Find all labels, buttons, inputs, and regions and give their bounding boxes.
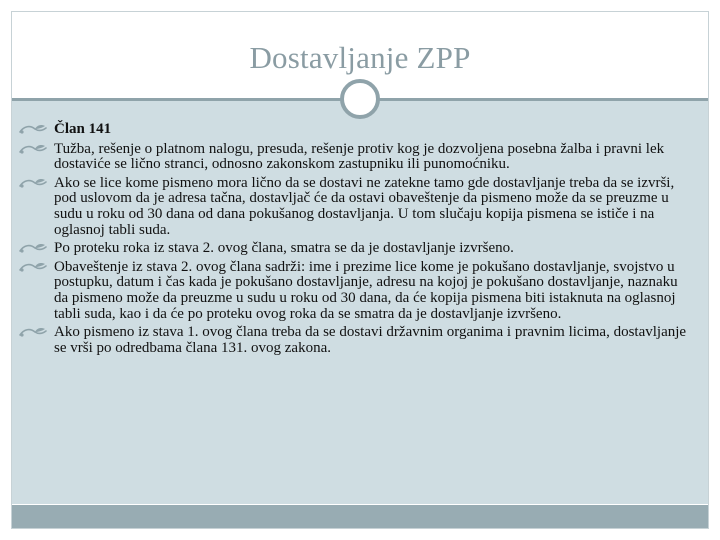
leaf-flourish-icon xyxy=(18,242,48,255)
bullet-heading xyxy=(18,122,690,138)
bullet-text: Tužba, rešenje o platnom nalogu, presuda, rešenje protiv kog je dozvoljena posebna žalba i pravni lek dostaviće se lično stranci, odnosno zakonskom zastupniku ili punomoćniku. xyxy=(54,140,665,173)
leaf-flourish-icon xyxy=(18,177,48,190)
bullet-item xyxy=(18,142,690,173)
leaf-flourish-icon xyxy=(18,123,48,136)
bullet-item xyxy=(18,176,690,238)
bullet-item xyxy=(18,325,690,356)
bullet-text: Ako pismeno iz stava 1. ovog člana treba da se dostavi državnim organima i pravnim licima, dostavljanje se vrši po odredbama člana 131. ovog zakona. xyxy=(54,324,687,356)
slide-title: Dostavljanje ZPP xyxy=(249,40,471,75)
leaf-flourish-icon xyxy=(18,326,48,339)
footer-bar xyxy=(12,505,708,528)
leaf-flourish-icon xyxy=(18,143,48,156)
bullet-text: Obaveštenje iz stava 2. ovog člana sadrži: ime i prezime lice kome je pokušano dostavljanje, svojstvo u postupku, datum i čas kada je pokušano dostavljanje, adresu na kojoj je pokušano dostavljanje, naznaku da pismeno može da preuzme u sudu u roku od 30 dana, da će kopija pismena biti istaknuta na oglasnoj tabli suda, kao i da će po proteku ovog roka da se smatra da je dostavljanje izvršeno. xyxy=(54,258,678,322)
bullet-text: Član 141 xyxy=(54,121,112,137)
ring-ornament-icon xyxy=(340,79,380,119)
bullet-list xyxy=(18,122,690,359)
bullet-text: Po proteku roka iz stava 2. ovog člana, smatra se da je dostavljanje izvršeno. xyxy=(54,240,514,257)
bullet-text: Ako se lice kome pismeno mora lično da se dostavi ne zatekne tamo gde dostavljanje treba da se izvrši, pod uslovom da je adresa tačna, dostavljač će da ostavi obaveštenje da pismeno može da se preuzme u sudu u roku od 30 dana od dana pokušanog dostavljanja. U tom slučaju kopija pismena se ističe i na oglasnoj tabli suda. xyxy=(54,174,675,238)
bullet-item xyxy=(18,260,690,322)
bullet-item xyxy=(18,241,690,257)
leaf-flourish-icon xyxy=(18,261,48,274)
